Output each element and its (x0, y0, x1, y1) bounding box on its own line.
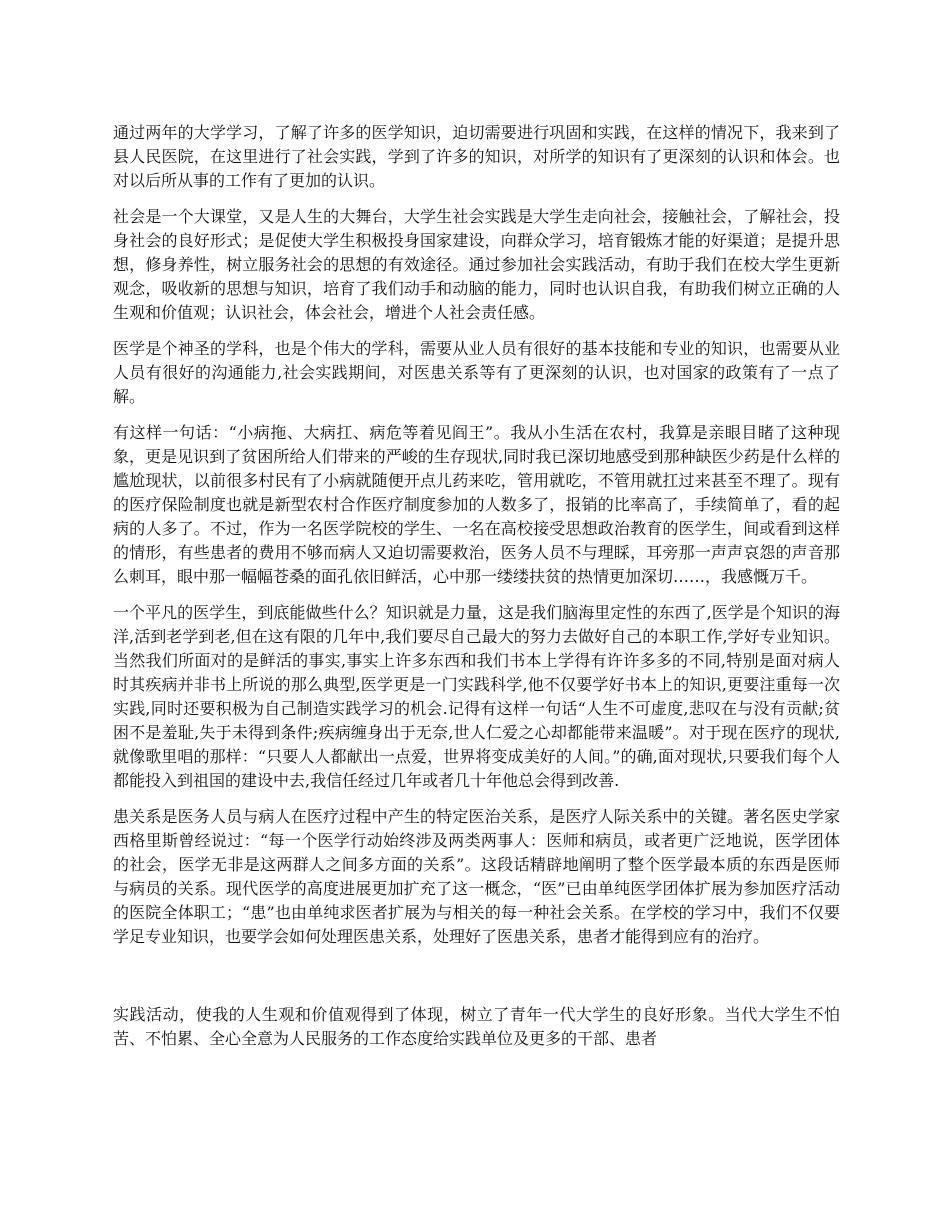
paragraph-intro: 通过两年的大学学习，了解了许多的医学知识，迫切需要进行巩固和实践，在这样的情况下，我来到了县人民医院，在这里进行了社会实践，学到了许多的知识，对所学的知识有了更深刻的认识和体会。也对以后所从事的工作有了更加的认识。 (113, 123, 840, 190)
section-gap (113, 961, 840, 1003)
paragraph-society: 社会是一个大课堂，又是人生的大舞台，大学生社会实践是大学生走向社会，接触社会，了解社会，投身社会的良好形式；是促使大学生积极投身国家建设，向群众学习，培育锻炼才能的好渠道；是提升思想，修身养性，树立服务社会的思想的有效途径。通过参加社会实践活动，有助于我们在校大学生更新观念，吸收新的思想与知识，培育了我们动手和动脑的能力，同时也认识自我，有助我们树立正确的人生观和价值观；认识社会，体会社会，增进个人社会责任感。 (113, 207, 840, 322)
paragraph-medical-student: 一个平凡的医学生，到底能做些什么？知识就是力量，这是我们脑海里定性的东西了,医学是个知识的海洋,活到老学到老,但在这有限的几年中,我们要尽自己最大的努力去做好自己的本职工作,学好专业知识。当然我们所面对的是鲜活的事实,事实上许多东西和我们书本上学得有许许多多的不同,特别是面对病人时其疾病并非书上所说的那么典型,医学更是一门实践科学,他不仅要学好书本上的知识,更要注重每一次实践,同时还要积极为自己制造实践学习的机会.记得有这样一句话“人生不可虚度,悲叹在与没有贡献;贫困不是羞耻,失于未得到条件;疾病缠身出于无奈,世人仁爱之心却都能带来温暖”。对于现在医疗的现状,就像歌里唱的那样：“只要人人都献出一点爱，世界将变成美好的人间。”的确,面对现状,只要我们每个人都能投入到祖国的建设中去,我信任经过几年或者几十年他总会得到改善. (113, 603, 840, 790)
paragraph-medicine: 医学是个神圣的学科，也是个伟大的学科，需要从业人员有很好的基本技能和专业的知识，也需要从业人员有很好的沟通能力,社会实践期间，对医患关系等有了更深刻的认识，也对国家的政策有了一点了解。 (113, 339, 840, 406)
paragraph-doctor-patient: 患关系是医务人员与病人在医疗过程中产生的特定医治关系，是医疗人际关系中的关键。著名医史学家西格里斯曾经说过：“每一个医学行动始终涉及两类两事人：医师和病员，或者更广泛地说，医学团体的社会，医学无非是这两群人之间多方面的关系”。这段话精辟地阐明了整个医学最本质的东西是医师与病员的关系。现代医学的高度进展更加扩充了这一概念，“医”已由单纯医学团体扩展为参加医疗活动的医院全体职工；“患”也由单纯求医者扩展为与相关的每一种社会关系。在学校的学习中，我们不仅要学足专业知识，也要学会如何处理医患关系，处理好了医患关系，患者才能得到应有的治疗。 (113, 807, 840, 946)
paragraph-practice: 实践活动，使我的人生观和价值观得到了体现，树立了青年一代大学生的良好形象。当代大学生不怕苦、不怕累、全心全意为人民服务的工作态度给实践单位及更多的干部、患者 (113, 1005, 840, 1048)
document-body (113, 121, 840, 1063)
paragraph-rural-health: 有这样一句话：“小病拖、大病扛、病危等着见阎王”。我从小生活在农村，我算是亲眼目睹了这种现象，更是见识到了贫困所给人们带来的严峻的生存现状,同时我已深切地感受到那种缺医少药是什么样的尴尬现状，以前很多村民有了小病就随便开点儿药来吃，管用就吃，不管用就扛过来甚至不理了。现有的医疗保险制度也就是新型农村合作医疗制度参加的人数多了，报销的比率高了，手续简单了，看的起病的人多了。不过，作为一名医学院校的学生、一名在高校接受思想政治教育的医学生，间或看到这样的情形，有些患者的费用不够而病人又迫切需要救治，医务人员不与理睬，耳旁那一声声哀怨的声音那么刺耳，眼中那一幅幅苍桑的面孔依旧鲜活，心中那一缕缕扶贫的热情更加深切……，我感慨万千。 (113, 423, 840, 586)
